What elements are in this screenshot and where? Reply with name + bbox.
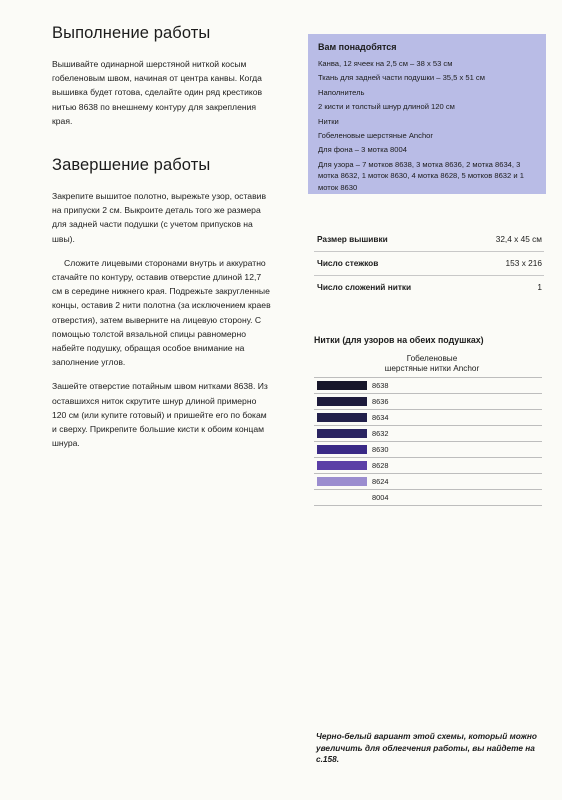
- threads-subtitle-line: Гобеленовые: [406, 354, 458, 363]
- spec-value: 153 х 216: [505, 258, 542, 268]
- thread-code: 8004: [372, 493, 389, 502]
- thread-color-swatch: [317, 429, 367, 438]
- section-title-execution: Выполнение работы: [52, 24, 211, 42]
- materials-line: Канва, 12 ячеек на 2,5 см – 38 х 53 см: [318, 59, 453, 68]
- thread-row: [314, 394, 542, 410]
- thread-color-swatch: [317, 413, 367, 422]
- spec-label: Число сложений нитки: [317, 282, 412, 292]
- thread-code: 8624: [372, 477, 389, 486]
- thread-row: [314, 458, 542, 474]
- thread-color-swatch: [317, 381, 367, 390]
- materials-line: Наполнитель: [318, 87, 365, 97]
- thread-code: 8634: [372, 413, 389, 422]
- spec-row: [314, 276, 544, 299]
- thread-row: [314, 490, 542, 506]
- spec-row: [314, 252, 544, 276]
- thread-code: 8636: [372, 397, 389, 406]
- threads-title: Нитки (для узоров на обеих подушках): [314, 335, 484, 345]
- threads-subtitle-line: шерстяные нитки Anchor: [384, 364, 480, 374]
- thread-row: [314, 474, 542, 490]
- thread-code: 8638: [372, 381, 389, 390]
- finishing-paragraph-3: Зашейте отверстие потайным швом нитками 8638. Из оставшихся ниток скрутите шнур длиной примерно 120 см (или купите готовый) и пришейте его по бокам и сверху. Прикрепите большие кисти к обоим концам шнура.: [52, 381, 268, 449]
- spec-row: [314, 228, 544, 252]
- materials-line: 2 кисти и толстый шнур длиной 120 см: [318, 102, 455, 112]
- thread-row: [314, 426, 542, 442]
- thread-row: [314, 410, 542, 426]
- spec-value: 32,4 х 45 см: [495, 234, 542, 244]
- thread-color-swatch: [317, 461, 367, 470]
- footnote: Черно-белый вариант этой схемы, который можно увеличить для облегчения работы, вы найдете на с.158.: [316, 731, 537, 764]
- specs-table: [314, 228, 544, 299]
- spec-label: Размер вышивки: [317, 234, 388, 244]
- materials-line: Для фона – 3 мотка 8004: [318, 145, 407, 155]
- materials-line: Для узора – 7 мотков 8638, 3 мотка 8636, 2 мотка 8634, 3 мотка 8632, 1 моток 8630, 4 мотка 8628, 5 мотков 8632 и 1 моток 8630: [318, 159, 524, 192]
- materials-line: Ткань для задней части подушки – 35,5 х 51 см: [318, 73, 485, 83]
- materials-title: Вам понадобятся: [318, 42, 397, 52]
- materials-line: Гобеленовые шерстяные Anchor: [318, 131, 433, 141]
- materials-box: [308, 34, 546, 194]
- thread-code: 8630: [372, 445, 389, 454]
- spec-value: 1: [537, 282, 542, 292]
- thread-color-swatch: [317, 445, 367, 454]
- spec-label: Число стежков: [317, 258, 379, 268]
- execution-paragraph: Вышивайте одинарной шерстяной ниткой косым гобеленовым швом, начиная от центра канвы. Когда вышивка будет готова, сделайте один ряд крестиков нитью 8638 по внешнему контуру для закрепления края.: [52, 59, 263, 126]
- thread-code: 8628: [372, 461, 389, 470]
- thread-color-swatch: [317, 477, 367, 486]
- threads-subtitle: [372, 354, 492, 374]
- thread-row: [314, 378, 542, 394]
- thread-code: 8632: [372, 429, 389, 438]
- thread-color-table: [314, 377, 542, 506]
- thread-color-swatch: [317, 397, 367, 406]
- thread-row: [314, 442, 542, 458]
- instructions-column: [52, 24, 272, 452]
- finishing-paragraph-2: Сложите лицевыми сторонами внутрь и аккуратно стачайте по контуру, оставив отверстие длиной 12,7 см в середине нижнего края. Подрежьте закругленные концы, оставив 2 нити полотна (за исключением краев отверстия), затем выверните на лицевую сторону. С помощью толстой вязальной спицы равномерно набейте подушку, обращая особое внимание на заполнение углов.: [52, 257, 271, 368]
- materials-line: Нитки: [318, 116, 339, 126]
- finishing-paragraph-1: Закрепите вышитое полотно, вырежьте узор, оставив на припуски 2 см. Выкроите деталь того же размера для задней части подушки (с учетом припусков на швы).: [52, 191, 267, 244]
- section-title-finishing: Завершение работы: [52, 156, 211, 175]
- thread-color-swatch: [317, 493, 367, 502]
